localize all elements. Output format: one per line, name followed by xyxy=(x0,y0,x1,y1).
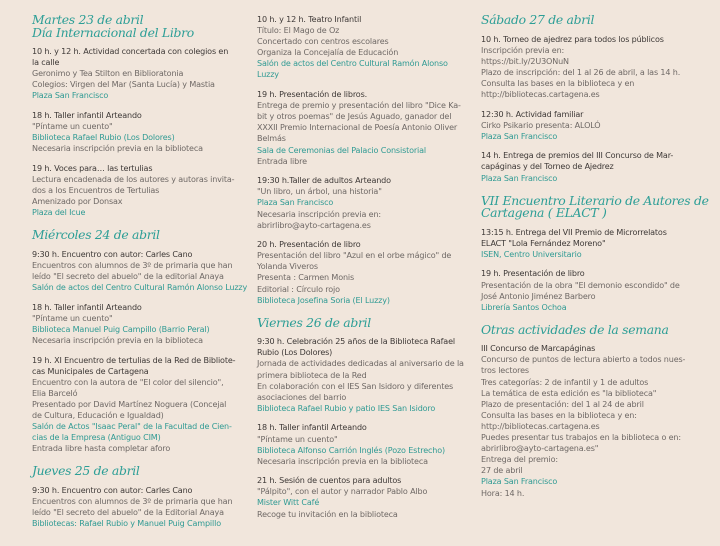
section-heading xyxy=(481,321,695,337)
event-block xyxy=(481,150,695,183)
column-middle xyxy=(257,0,468,520)
event-block xyxy=(32,110,244,154)
event-block xyxy=(257,422,468,466)
event-detail: bit y otros poemas" de Jesús Aguado, ganador del xyxy=(257,112,452,122)
event-title: 20 h. Presentación de libro xyxy=(257,240,361,250)
event-detail: José Antonio Jiménez Barbero xyxy=(481,291,596,301)
event-title: 19 h. XI Encuentro de tertulias de la Red de Bibliote- xyxy=(32,355,236,365)
event-detail: Editorial : Círculo rojo xyxy=(257,284,340,294)
column-right xyxy=(481,0,709,499)
section-heading xyxy=(257,314,468,330)
heading-line: Viernes 26 de abril xyxy=(257,314,371,330)
event-detail: Organiza la Concejalía de Educación xyxy=(257,48,399,58)
event-venue: Biblioteca Josefina Soria (El Luzzy) xyxy=(257,295,390,305)
event-detail: 27 de abril xyxy=(481,466,523,476)
event-title: 12:30 h. Actividad familiar xyxy=(481,109,584,119)
event-detail: Elia Barceló xyxy=(32,388,78,398)
event-detail: Yolanda Viveros xyxy=(257,262,318,272)
heading-line: Cartagena ( ELACT ) xyxy=(481,205,607,221)
event-venue: Biblioteca Rafael Rubio (Los Dolores) xyxy=(32,133,175,143)
heading-line: Martes 23 de abril xyxy=(32,12,144,27)
event-title: 10 h. y 12 h. Actividad concertada con colegios en xyxy=(32,47,229,56)
event-block xyxy=(32,302,244,346)
event-block xyxy=(257,336,468,414)
event-block xyxy=(257,175,468,230)
section-heading xyxy=(481,14,695,27)
event-title: 14 h. Entrega de premios del III Concurso de Mar- xyxy=(481,151,674,161)
event-block xyxy=(481,227,695,260)
event-venue: Sala de Ceremonias del Palacio Consistorial xyxy=(257,145,426,155)
event-title: cas Municipales de Cartagena xyxy=(32,366,149,376)
event-title: 9:30 h. Encuentro con autor: Carles Cano xyxy=(32,485,193,495)
event-detail: Título: El Mago de Oz xyxy=(257,26,340,36)
event-block xyxy=(481,34,695,101)
event-detail: En colaboración con el IES San Isidoro y diferentes xyxy=(257,381,454,391)
event-venue: Biblioteca Manuel Puig Campillo (Barrio Peral) xyxy=(32,324,210,334)
event-detail: Entrega de premio y presentación del libro "Dice Ka- xyxy=(257,101,461,111)
event-venue: Salón de actos del Centro Cultural Ramón Alonso Luzzy xyxy=(32,283,248,293)
event-detail: dos a los Encuentros de Tertulias xyxy=(32,186,160,196)
event-detail: "Píntame un cuento" xyxy=(32,313,113,323)
event-detail: Hora: 14 h. xyxy=(481,488,525,498)
heading-line: VII Encuentro Literario de Autores de xyxy=(481,192,709,208)
event-detail: Recoge tu invitación en la biblioteca xyxy=(257,509,398,519)
event-detail: http://bibliotecas.cartagena.es xyxy=(481,89,600,99)
event-detail: Encuentros con alumnos de 3º de primaria que han xyxy=(32,260,233,270)
event-title: 18 h. Taller infantil Arteando xyxy=(257,423,367,433)
event-venue: cias de la Empresa (Antiguo CIM) xyxy=(32,433,161,443)
event-detail: Necesaria inscripción previa en la biblioteca xyxy=(257,456,428,466)
event-venue: Plaza San Francisco xyxy=(481,131,558,141)
event-detail: Presentado por David Martínez Noguera (Concejal xyxy=(32,399,227,409)
event-detail: "Un libro, un árbol, una historia" xyxy=(257,187,382,197)
event-block xyxy=(481,343,695,498)
event-detail: Consulta las bases en la biblioteca y en xyxy=(481,78,635,88)
event-detail: Geronimo y Tea Stilton en Biblioratonia xyxy=(32,69,184,79)
event-block xyxy=(257,239,468,306)
event-venue: Biblioteca Rafael Rubio y patio IES San Isidoro xyxy=(257,403,436,413)
event-venue: Plaza San Francisco xyxy=(481,173,558,183)
event-title: 9:30 h. Celebración 25 años de la Biblioteca Rafael xyxy=(257,337,455,347)
heading-line: Sábado 27 de abril xyxy=(481,12,595,27)
event-block xyxy=(32,163,244,218)
event-detail: Lectura encadenada de los autores y autoras invita- xyxy=(32,174,235,184)
event-detail: Amenizado por Donsax xyxy=(32,197,123,207)
event-detail: Inscripción previa en: xyxy=(481,45,565,55)
event-detail: primera biblioteca de la Red xyxy=(257,370,367,380)
event-detail: Plazo de presentación: del 1 al 24 de abril xyxy=(481,399,644,409)
event-block xyxy=(32,46,244,101)
heading-line: Miércoles 24 de abril xyxy=(32,227,160,243)
event-venue: Biblioteca Alfonso Carrión Inglés (Pozo Estrecho) xyxy=(257,445,445,455)
event-title: 10 h. y 12 h. Teatro Infantil xyxy=(257,15,362,24)
event-detail: abrirlibro@ayto-cartagena.es" xyxy=(481,444,599,454)
event-detail: Concurso de puntos de lectura abierto a todos nues- xyxy=(481,355,686,365)
event-title: ELACT "Lola Fernández Moreno" xyxy=(481,238,606,248)
event-venue: Salón de Actos "Isaac Peral" de la Facultad de Cien- xyxy=(32,422,232,432)
section-heading xyxy=(481,192,709,221)
event-detail: Necesaria inscripción previa en: xyxy=(257,209,381,219)
event-title: 18 h. Taller infantil Arteando xyxy=(32,110,142,120)
event-venue: Salón de actos del Centro Cultural Ramón Alonso xyxy=(257,59,448,69)
column-left xyxy=(32,0,248,529)
event-detail: Belmás xyxy=(257,134,286,144)
section-heading xyxy=(32,229,244,242)
event-detail: Presentación de la obra "El demonio escondido" de xyxy=(481,280,680,290)
event-title: 18 h. Taller infantil Arteando xyxy=(32,302,142,312)
event-title: 13:15 h. Entrega del VII Premio de Microrrelatos xyxy=(481,227,667,237)
event-detail: Encuentro con la autora de "El color del silencio", xyxy=(32,377,224,387)
event-detail: Jornada de actividades dedicadas al aniversario de la xyxy=(257,359,464,369)
event-detail: de Cultura, Educación e Igualdad) xyxy=(32,411,164,421)
event-title: capáginas y del Torneo de Ajedrez xyxy=(481,162,614,172)
event-detail: Necesaria inscripción previa en la biblioteca xyxy=(32,144,203,154)
event-block xyxy=(257,475,468,519)
event-detail: Entrega del premio: xyxy=(481,455,558,465)
event-detail: http://bibliotecas.cartagena.es xyxy=(481,421,600,431)
event-detail: https://bit.ly/2U3ONuN xyxy=(481,56,569,66)
event-block xyxy=(32,249,248,293)
event-venue: Mister Witt Café xyxy=(257,498,320,508)
event-venue: ISEN, Centro Universitario xyxy=(481,249,582,259)
event-detail: tros lectores xyxy=(481,366,529,376)
event-detail: abrirlibro@ayto-cartagena.es xyxy=(257,220,371,230)
section-heading xyxy=(32,465,244,478)
heading-line: Día Internacional del Libro xyxy=(32,24,194,40)
event-block xyxy=(257,14,468,81)
event-venue: Plaza San Francisco xyxy=(257,198,334,208)
event-title: 19 h. Voces para… las tertulias xyxy=(32,163,153,173)
event-block xyxy=(32,485,244,529)
event-venue: Plaza del Icue xyxy=(32,208,86,218)
event-detail: XXXII Premio Internacional de Poesía Antonio Oliver xyxy=(257,123,458,133)
event-venue: Librería Santos Ochoa xyxy=(481,302,567,312)
event-detail: leído "El secreto del abuelo" de la Editorial Anaya xyxy=(32,508,224,518)
event-title: la calle xyxy=(32,58,60,68)
heading-line: Otras actividades de la semana xyxy=(481,321,669,337)
event-detail: Entrada libre xyxy=(257,156,307,166)
event-title: 19:30 h.Taller de adultos Arteando xyxy=(257,176,391,186)
event-block xyxy=(481,268,695,312)
event-title: III Concurso de Marcapáginas xyxy=(481,344,596,354)
event-title: Rubio (Los Dolores) xyxy=(257,348,333,358)
event-venue: Luzzy xyxy=(257,70,279,80)
event-detail: "Píntame un cuento" xyxy=(257,434,338,444)
event-block xyxy=(257,89,468,167)
event-detail: Cirko Psikario presenta: ALOLÓ xyxy=(481,120,601,130)
event-detail: Presentación del libro "Azul en el orbe mágico" de xyxy=(257,251,452,261)
event-detail: "Pálpito", con el autor y narrador Pablo Albo xyxy=(257,487,428,497)
section-heading xyxy=(32,14,244,39)
event-title: 9:30 h. Encuentro con autor: Carles Cano xyxy=(32,249,193,259)
event-title: 19 h. Presentación de libros. xyxy=(257,90,368,100)
event-detail: Concertado con centros escolares xyxy=(257,37,389,47)
event-detail: Puedes presentar tus trabajos en la biblioteca o en: xyxy=(481,433,681,443)
event-detail: leído "El secreto del abuelo" de la editorial Anaya xyxy=(32,272,224,281)
event-detail: Encuentros con alumnos de 3º de primaria que han xyxy=(32,497,233,506)
event-detail: La temática de esta edición es "la biblioteca" xyxy=(481,388,657,398)
event-detail: asociaciones del barrio xyxy=(257,392,347,402)
event-venue: Bibliotecas: Rafael Rubio y Manuel Puig Campillo xyxy=(32,519,221,529)
event-title: 21 h. Sesión de cuentos para adultos xyxy=(257,476,402,486)
event-title: 10 h. Torneo de ajedrez para todos los públicos xyxy=(481,34,664,44)
event-detail: Plazo de inscripción: del 1 al 26 de abril, a las 14 h. xyxy=(481,67,681,77)
event-block xyxy=(32,355,244,455)
event-detail: Presenta : Carmen Monis xyxy=(257,273,355,283)
event-venue: Plaza San Francisco xyxy=(481,477,558,487)
event-detail: "Píntame un cuento" xyxy=(32,122,113,132)
event-block xyxy=(481,109,695,142)
event-venue: Plaza San Francisco xyxy=(32,91,109,101)
event-title: 19 h. Presentación de libro xyxy=(481,269,585,279)
event-detail: Colegios: Virgen del Mar (Santa Lucía) y Mastia xyxy=(32,80,215,90)
event-detail: Tres categorías: 2 de infantil y 1 de adultos xyxy=(481,377,649,387)
event-detail: Consulta las bases en la biblioteca y en: xyxy=(481,410,637,420)
event-detail: Entrada libre hasta completar aforo xyxy=(32,444,171,454)
event-detail: Necesaria inscripción previa en la biblioteca xyxy=(32,335,203,345)
heading-line: Jueves 25 de abril xyxy=(32,463,140,479)
